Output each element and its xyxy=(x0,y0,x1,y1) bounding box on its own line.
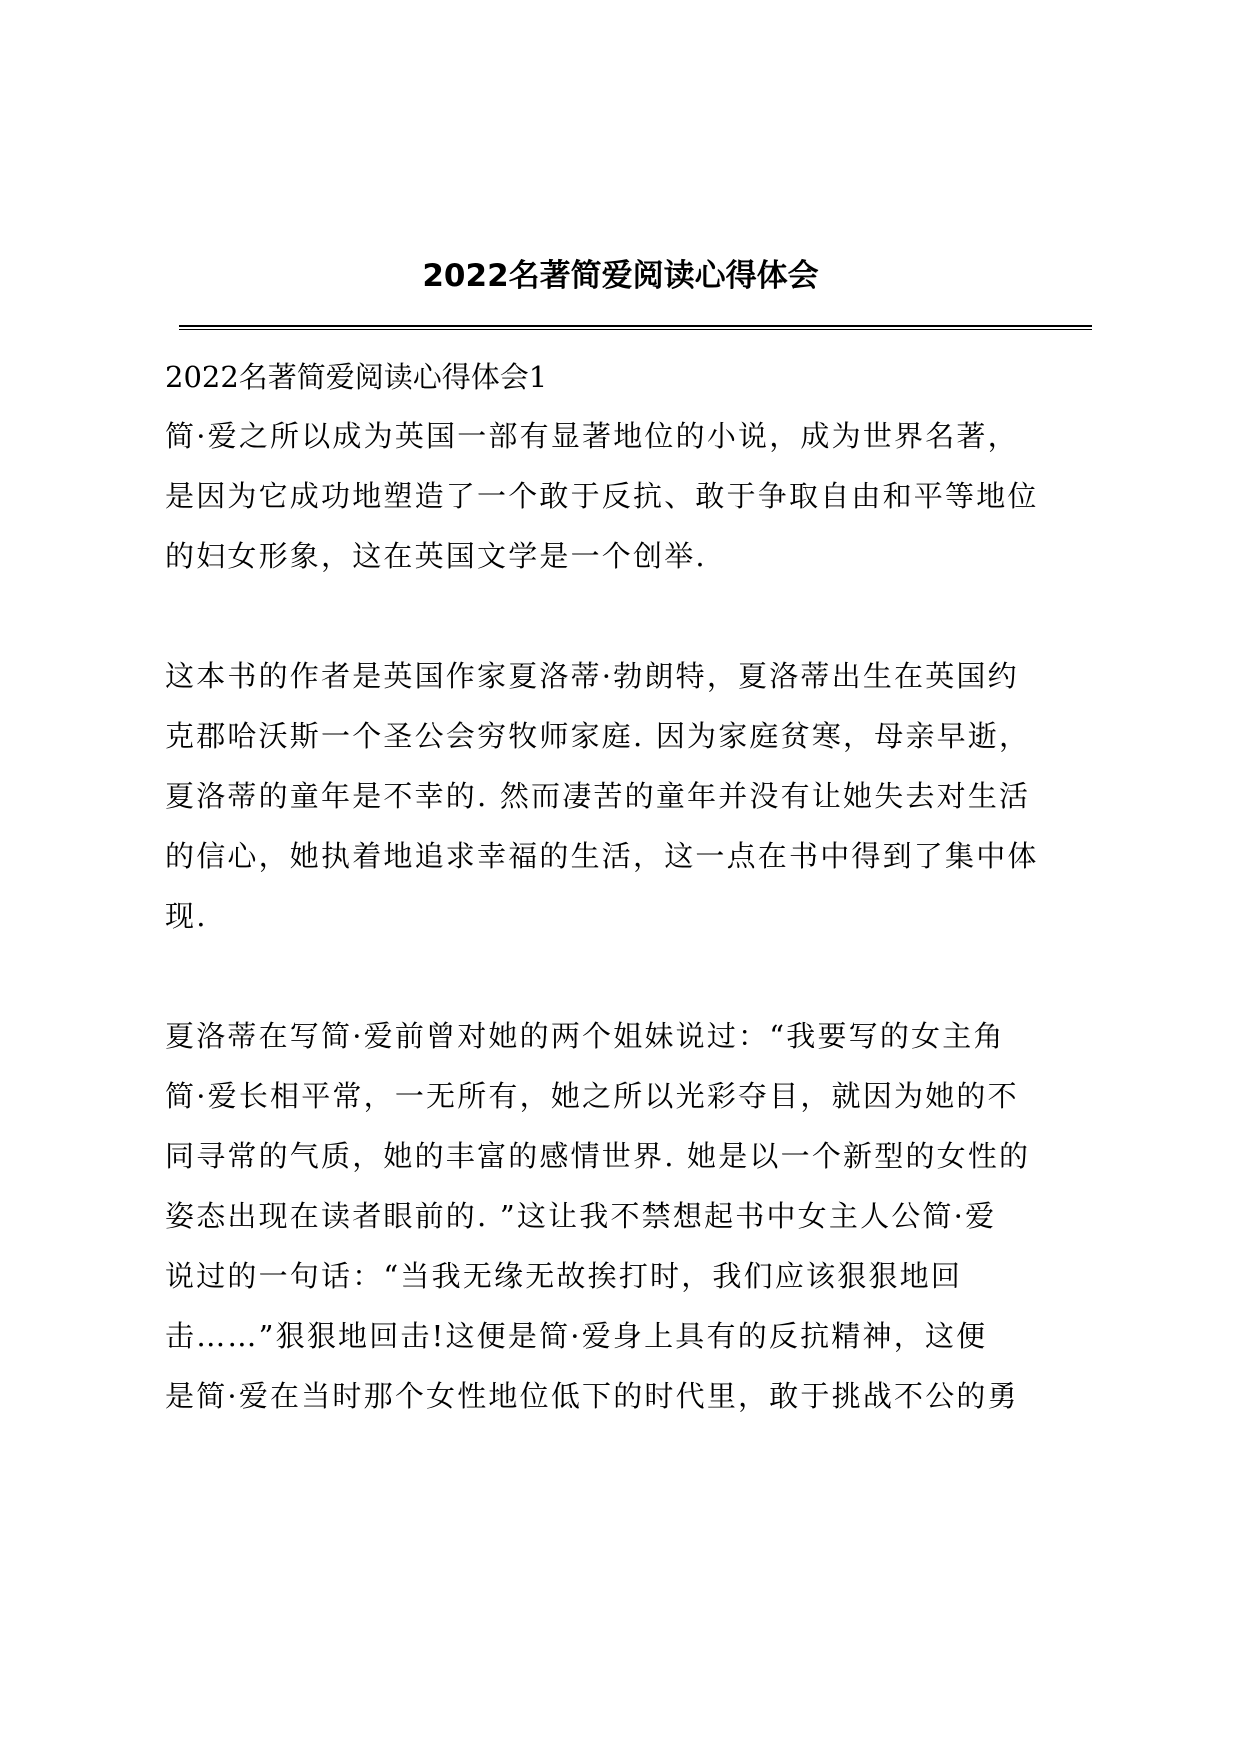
text-line: 的妇女形象，这在英国文学是一个创举. xyxy=(165,539,707,573)
text-line: 的信心，她执着地追求幸福的生活，这一点在书中得到了集中体 xyxy=(165,839,1039,873)
title-double-rule xyxy=(179,325,1092,330)
text-line: 这本书的作者是英国作家夏洛蒂·勃朗特，夏洛蒂出生在英国约 xyxy=(165,659,1019,693)
text-line: 夏洛蒂在写简·爱前曾对她的两个姐妹说过：“我要写的女主角 xyxy=(165,1019,1005,1053)
text-line: 夏洛蒂的童年是不幸的. 然而凄苦的童年并没有让她失去对生活 xyxy=(165,779,1031,813)
text-line: 击……”狠狠地回击!这便是简·爱身上具有的反抗精神，这便 xyxy=(165,1319,988,1353)
text-line: 克郡哈沃斯一个圣公会穷牧师家庭. 因为家庭贫寒，母亲早逝， xyxy=(165,719,1031,753)
paragraph-2 xyxy=(165,646,1095,946)
document-title: 2022名著简爱阅读心得体会 xyxy=(422,258,819,294)
text-line: 简·爱之所以成为英国一部有显著地位的小说，成为世界名著， xyxy=(165,419,1019,453)
text-line: 是因为它成功地塑造了一个敢于反抗、敢于争取自由和平等地位 xyxy=(165,479,1039,513)
paragraph-spacer xyxy=(165,586,1095,646)
paragraph-spacer xyxy=(165,946,1095,1006)
text-line: 简·爱长相平常，一无所有，她之所以光彩夺目，就因为她的不 xyxy=(165,1079,1019,1113)
paragraph-3 xyxy=(165,1006,1095,1426)
text-line: 现. xyxy=(165,899,208,933)
text-line: 同寻常的气质，她的丰富的感情世界. 她是以一个新型的女性的 xyxy=(165,1139,1031,1173)
paragraph-1 xyxy=(165,406,1095,586)
text-line: 说过的一句话：“当我无缘无故挨打时，我们应该狠狠地回 xyxy=(165,1259,963,1293)
text-line: 姿态出现在读者眼前的. ”这让我不禁想起书中女主人公简·爱 xyxy=(165,1199,997,1233)
text-line: 是简·爱在当时那个女性地位低下的时代里，敢于挑战不公的勇 xyxy=(165,1379,1019,1413)
section-heading: 2022名著简爱阅读心得体会1 xyxy=(165,360,548,394)
document-body xyxy=(165,357,1095,1426)
